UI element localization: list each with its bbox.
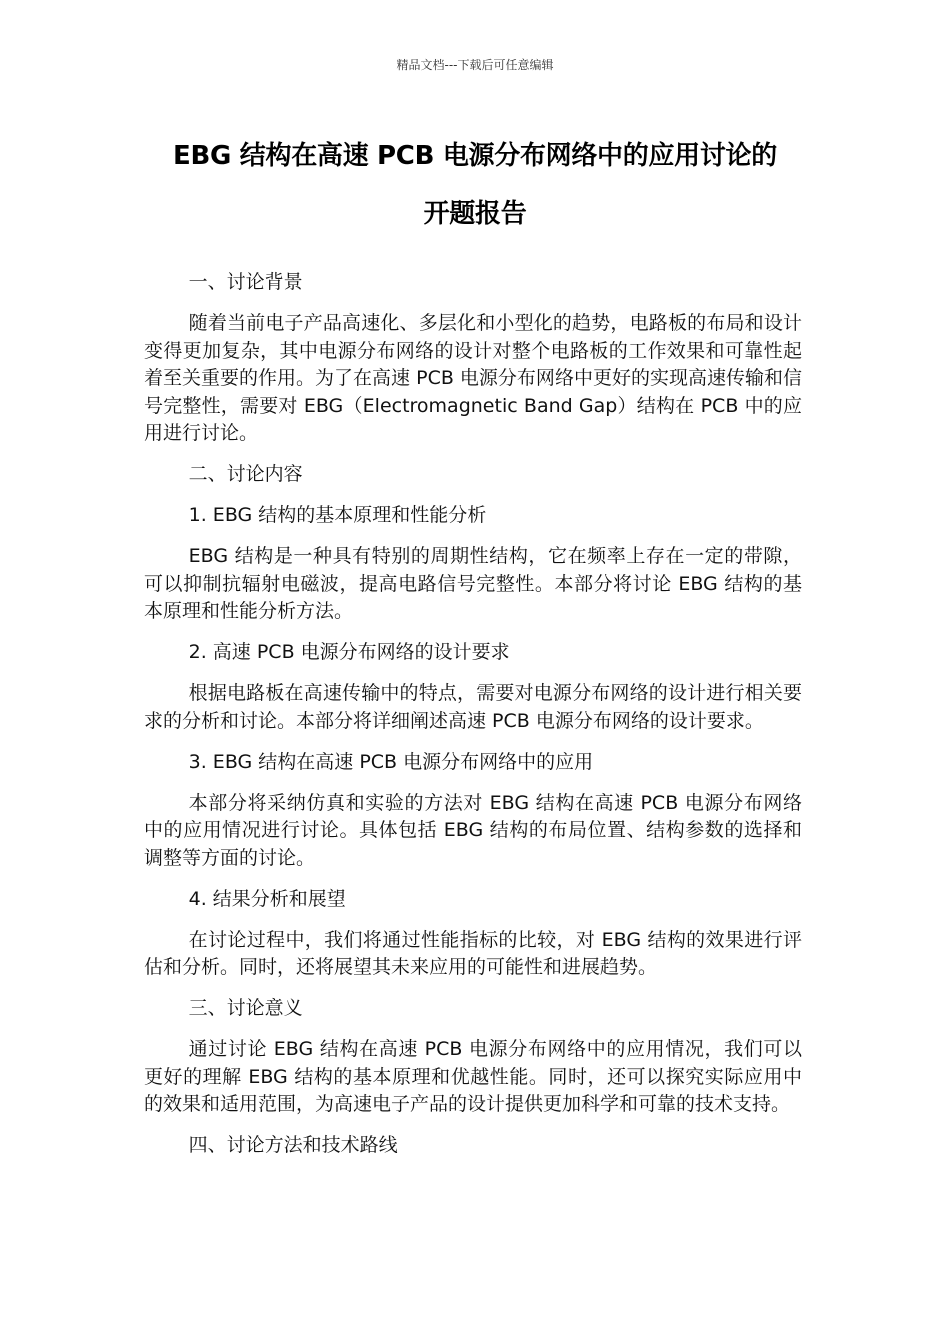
subsection-heading-pdn-requirements: 2. 高速 PCB 电源分布网络的设计要求 [188,641,510,663]
subsection-heading-results-outlook: 4. 结果分析和展望 [188,887,346,910]
section-heading-content: 二、讨论内容 [188,463,303,485]
paragraph-background: 随着当前电子产品高速化、多层化和小型化的趋势，电路板的布局和设计变得更加复杂，其中电源分布网络的设计对整个电路板的工作效果和可靠性起着至关重要的作用。为了在高速 PCB 电源分布网络中更好的实现高速传输和信号完整性，需要对 EBG（Electromagnetic Band Gap）结构在 PCB 中的应用进行讨论。 [144,312,802,444]
paragraph-results-outlook: 在讨论过程中，我们将通过性能指标的比较，对 EBG 结构的效果进行评估和分析。同时，还将展望其未来应用的可能性和进展趋势。 [144,928,802,978]
paragraph-significance: 通过讨论 EBG 结构在高速 PCB 电源分布网络中的应用情况，我们可以更好的理解 EBG 结构的基本原理和优越性能。同时，还可以探究实际应用中的效果和适用范围，为高速电子产品的设计提供更加科学和可靠的技术支持。 [144,1038,802,1115]
section-heading-significance: 三、讨论意义 [188,997,303,1019]
subsection-heading-ebg-application: 3. EBG 结构在高速 PCB 电源分布网络中的应用 [188,750,594,773]
document-body [144,269,802,1173]
document-title-line-2: 开题报告 [423,199,527,229]
document-title-line-1: EBG 结构在高速 PCB 电源分布网络中的应用讨论的 [173,141,777,171]
section-heading-methods: 四、讨论方法和技术路线 [188,1134,398,1156]
paragraph-pdn-requirements: 根据电路板在高速传输中的特点，需要对电源分布网络的设计进行相关要求的分析和讨论。本部分将详细阐述高速 PCB 电源分布网络的设计要求。 [144,682,802,732]
section-heading-background: 一、讨论背景 [188,271,303,293]
page-header: 精品文档---下载后可任意编辑 [396,58,554,72]
paragraph-ebg-principle: EBG 结构是一种具有特别的周期性结构，它在频率上存在一定的带隙，可以抑制抗辐射电磁波，提高电路信号完整性。本部分将讨论 EBG 结构的基本原理和性能分析方法。 [144,545,802,622]
paragraph-ebg-application: 本部分将采纳仿真和实验的方法对 EBG 结构在高速 PCB 电源分布网络中的应用情况进行讨论。具体包括 EBG 结构的布局位置、结构参数的选择和调整等方面的讨论。 [144,791,802,869]
subsection-heading-ebg-principle: 1. EBG 结构的基本原理和性能分析 [188,504,487,526]
